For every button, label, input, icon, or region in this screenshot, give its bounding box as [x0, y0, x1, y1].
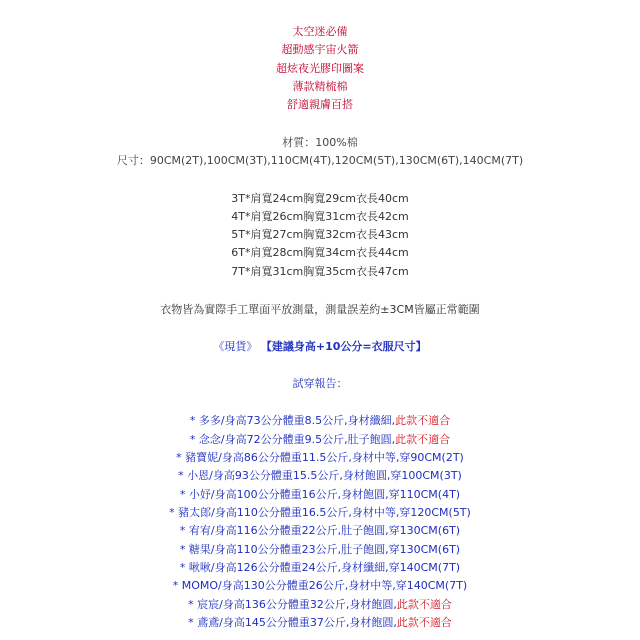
- measurement-4t: 4T*肩寬26cm胸寬31cm衣長42cm: [231, 210, 409, 223]
- sizes-text: 尺寸：90CM(2T),100CM(3T),110CM(4T),120CM(5T),130CM(6T),140CM(7T): [116, 154, 524, 167]
- measurement-note: 衣物皆為實際手工單面平放測量，測量誤差約±3CM皆屬正常範圍: [160, 303, 480, 316]
- material-text: 材質：100%棉: [282, 136, 358, 149]
- measurement-3t: 3T*肩寬24cm胸寬29cm衣長40cm: [231, 192, 409, 205]
- report-item: [0, 615, 640, 631]
- intro-line-5: 舒適親膚百搭: [287, 98, 353, 111]
- size-suggestion: 【建議身高+10公分=衣服尺寸】: [260, 340, 427, 353]
- report-warning: 此款不適合: [395, 414, 451, 427]
- report-text: * MOMO/身高130公分體重26公斤,身材中等,穿140CM(7T): [172, 579, 468, 592]
- intro-line-3: 超炫夜光膠印圖案: [276, 62, 364, 75]
- report-text: * 宸宸/身高136公分體重32公斤,身材飽圓,: [188, 598, 397, 611]
- report-text: * 啾啾/身高126公分體重24公斤,身材纖細,穿140CM(7T): [179, 561, 461, 574]
- stock-label: 《現貨》: [213, 340, 258, 353]
- report-item: [0, 432, 640, 448]
- report-item: [0, 505, 640, 521]
- report-text: * 豬太郎/身高110公分體重16.5公斤,身材中等,穿120CM(5T): [169, 506, 471, 519]
- report-warning: 此款不適合: [396, 598, 452, 611]
- report-item: [0, 468, 640, 484]
- measurement-7t: 7T*肩寬31cm胸寬35cm衣長47cm: [231, 265, 409, 278]
- intro-line-2: 超動感宇宙火箭: [281, 43, 359, 56]
- report-text: * 念念/身高72公分體重9.5公斤,肚子飽圓,: [189, 433, 396, 446]
- measurement-5t: 5T*肩寬27cm胸寬32cm衣長43cm: [231, 228, 409, 241]
- report-item: [0, 597, 640, 613]
- measurement-6t: 6T*肩寬28cm胸寬34cm衣長44cm: [231, 246, 409, 259]
- intro-line-4: 薄款精梳棉: [292, 80, 348, 93]
- report-text: * 小妤/身高100公分體重16公斤,身材飽圓,穿110CM(4T): [179, 488, 461, 501]
- report-text: * 豬寶妮/身高86公分體重11.5公斤,身材中等,穿90CM(2T): [176, 451, 464, 464]
- report-text: * 糖果/身高110公分體重23公斤,肚子飽圓,穿130CM(6T): [179, 543, 461, 556]
- report-item: [0, 523, 640, 539]
- report-text: * 鳶鳶/身高145公分體重37公斤,身材飽圓,: [188, 616, 397, 629]
- report-text: * 宥宥/身高116公分體重22公斤,肚子飽圓,穿130CM(6T): [179, 524, 461, 537]
- stock-line: [0, 339, 640, 355]
- report-warning: 此款不適合: [395, 433, 451, 446]
- intro-line-1: 太空迷必備: [292, 25, 348, 38]
- report-item: [0, 560, 640, 576]
- report-item: [0, 487, 640, 503]
- report-item: [0, 413, 640, 429]
- report-text: * 小恩/身高93公分體重15.5公斤,身材飽圓,穿100CM(3T): [178, 469, 462, 482]
- report-item: [0, 450, 640, 466]
- report-title: 試穿報告：: [292, 377, 348, 390]
- report-text: * 多多/身高73公分體重8.5公斤,身材纖細,: [189, 414, 396, 427]
- report-item: [0, 542, 640, 558]
- report-warning: 此款不適合: [396, 616, 452, 629]
- report-item: [0, 578, 640, 594]
